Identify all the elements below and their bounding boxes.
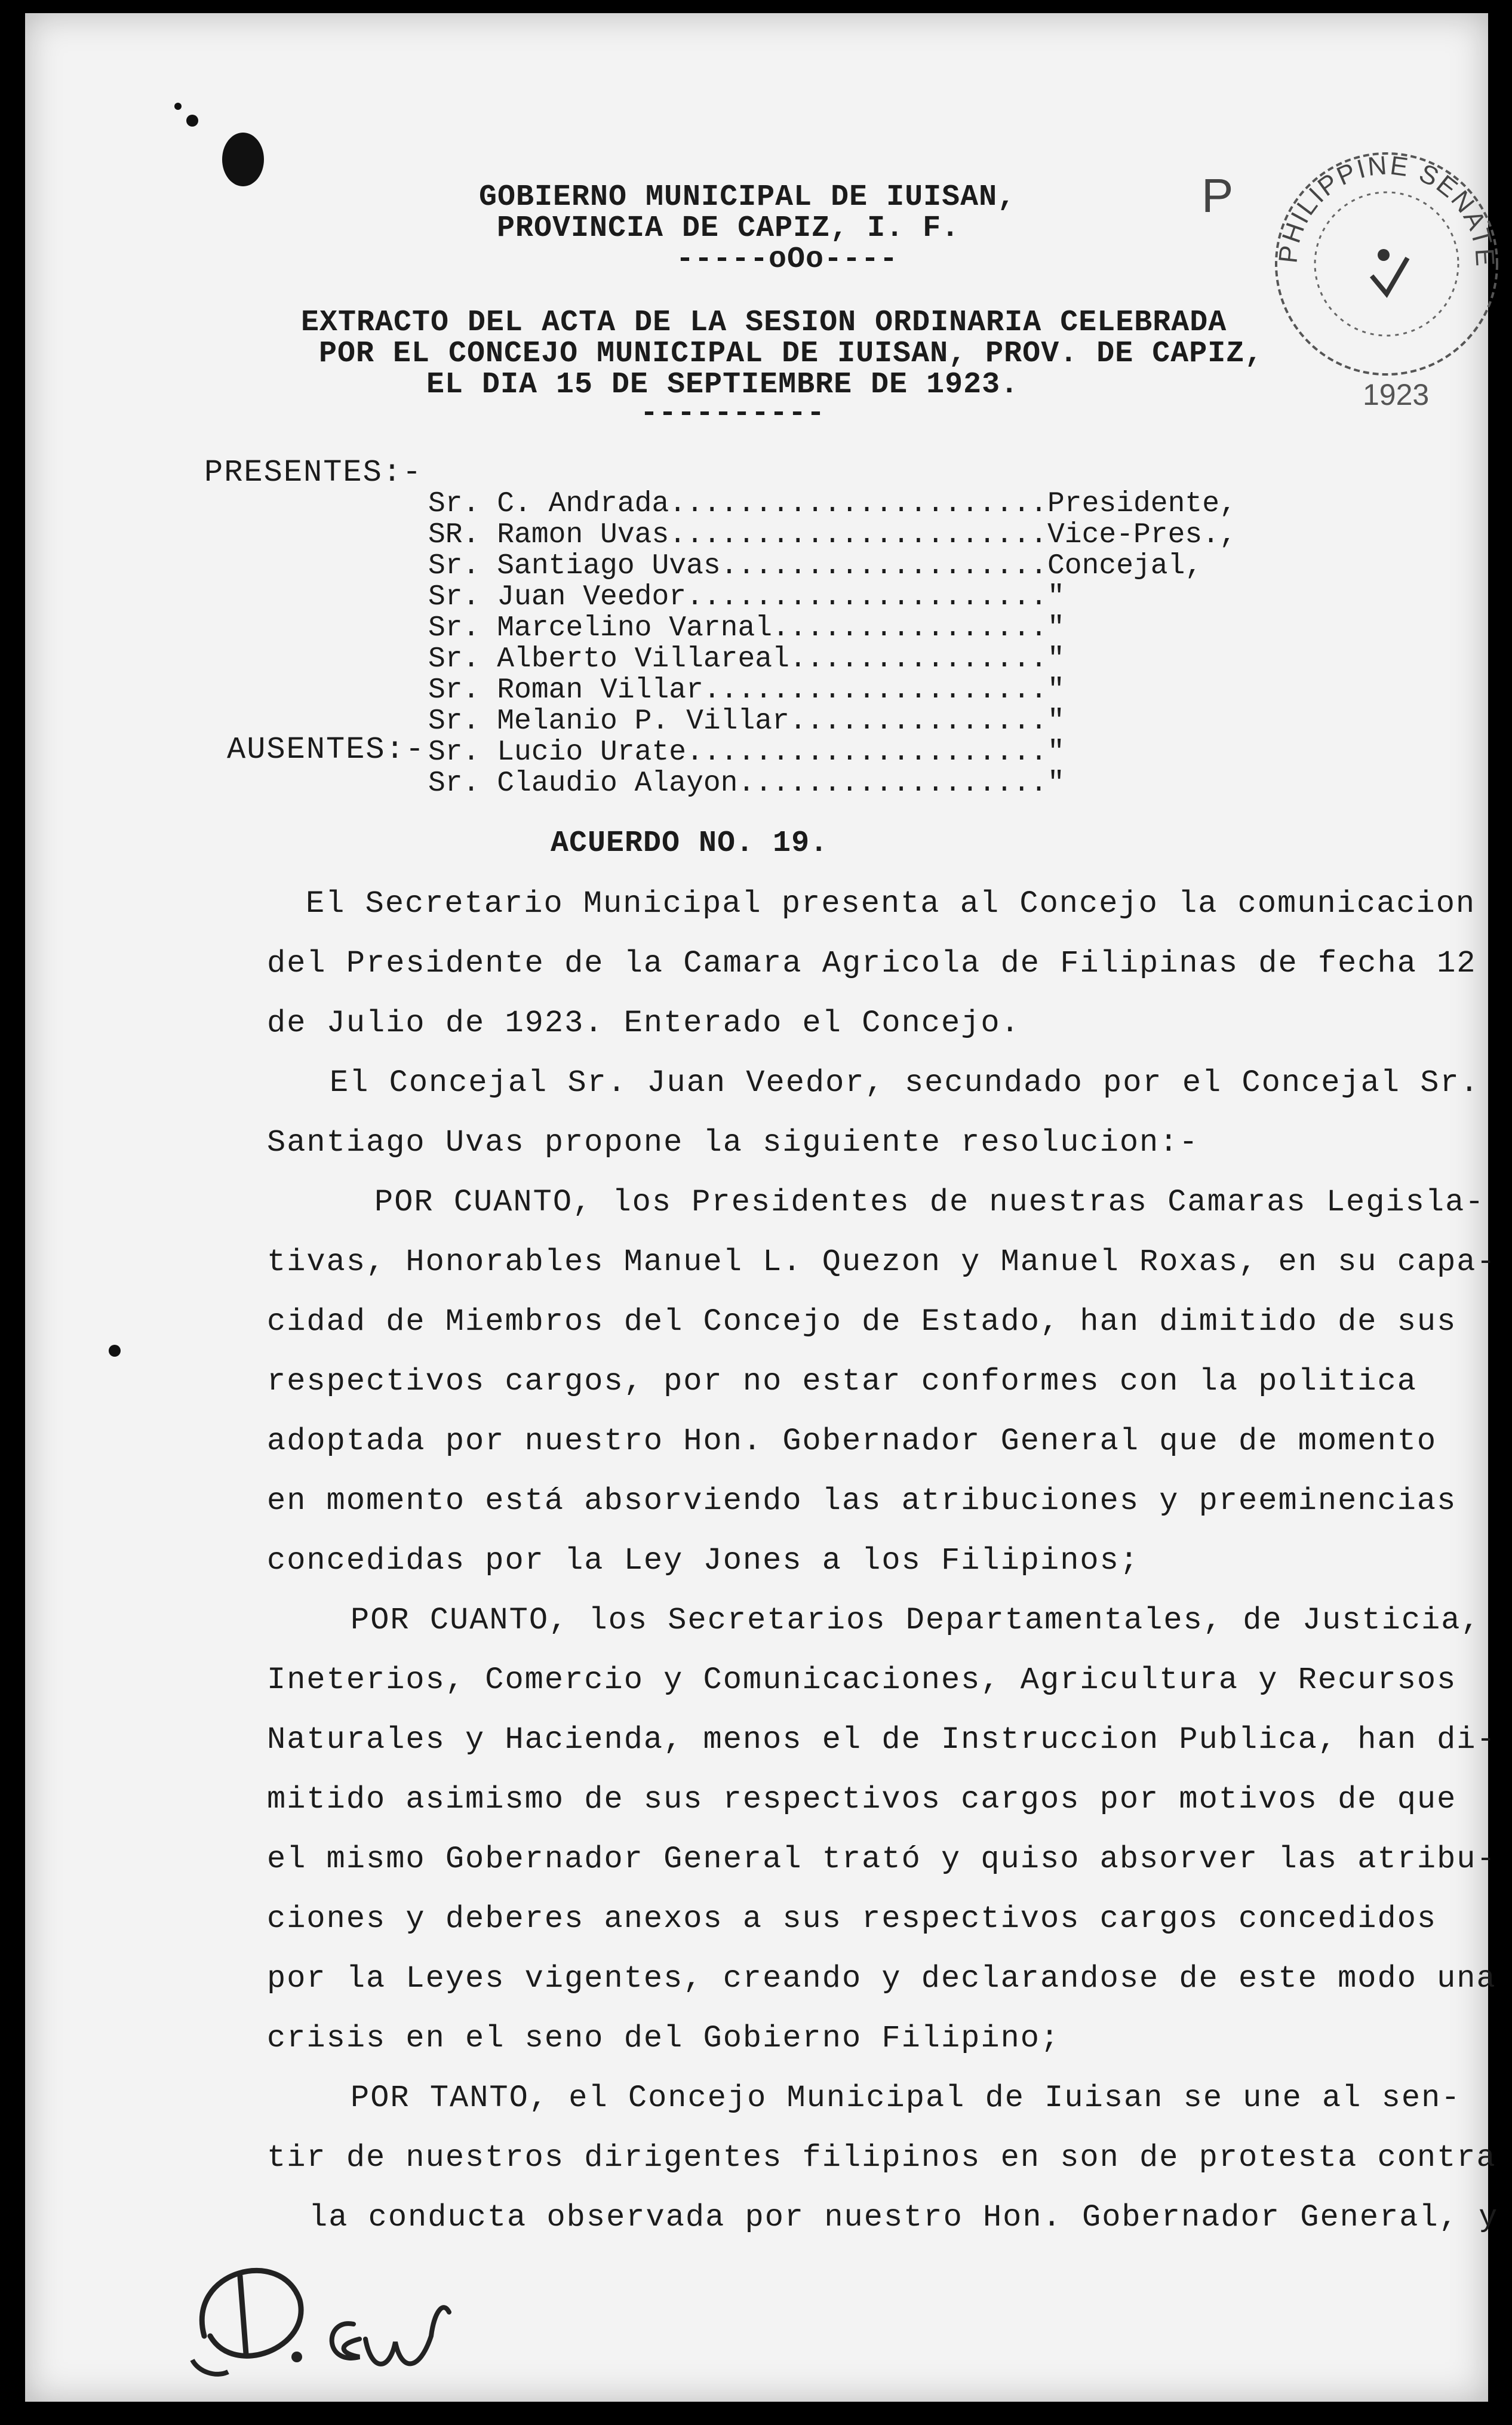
attendee-name: Sr. Melanio P. Villar............... [428,705,1047,737]
attendee-name: Sr. Roman Villar.................... [428,674,1047,706]
attendee-role: " [1047,674,1065,706]
body-line: El Secretario Municipal presenta al Concejo la comunicacion [306,886,1476,921]
document-page [25,13,1500,2402]
stamp-text: PHILIPPINE SENATE [1273,150,1500,269]
extract-title-line-1: EXTRACTO DEL ACTA DE LA SESION ORDINARIA CELEBRADA [301,306,1227,340]
attendee-row [428,488,1237,520]
body-line: respectivos cargos, por no estar conformes con la politica [267,1364,1417,1399]
attendee-role: " [1047,736,1065,769]
attendee-name: Sr. Santiago Uvas................... [428,550,1047,582]
body-line: POR CUANTO, los Presidentes de nuestras Camaras Legisla- [374,1185,1485,1220]
attendee-row [428,705,1065,737]
body-line: El Concejal Sr. Juan Veedor, secundado por el Concejal Sr. [330,1065,1480,1101]
body-line: Santiago Uvas propone la siguiente resolucion:- [267,1125,1199,1160]
municipality-header: GOBIERNO MUNICIPAL DE IUISAN, [479,180,1016,214]
attendee-name: Sr. Lucio Urate..................... [428,736,1047,769]
body-line: crisis en el seno del Gobierno Filipino; [267,2021,1061,2056]
body-line: el mismo Gobernador General trató y quiso absorver las atribu- [267,1842,1496,1877]
attendee-role: " [1047,643,1065,675]
attendee-name: Sr. Alberto Villareal............... [428,643,1047,675]
extract-title-line-2: POR EL CONCEJO MUNICIPAL DE IUISAN, PROV. DE CAPIZ, [319,337,1264,371]
ink-dot [109,1345,121,1357]
body-line: en momento está absorviendo las atribuciones y preeminencias [267,1483,1457,1519]
attendee-name: SR. Ramon Uvas...................... [428,519,1047,551]
body-line: adoptada por nuestro Hon. Gobernador General que de momento [267,1424,1437,1459]
attendee-row [428,612,1065,644]
marginal-mark: P [1201,169,1234,222]
ink-dot [186,115,198,127]
attendee-name: Sr. Marcelino Varnal................ [428,612,1047,644]
title-rule: ---------- [640,397,826,431]
attendee-role: " [1047,767,1065,800]
absent-label: AUSENTES:- [227,732,426,767]
body-line: tivas, Honorables Manuel L. Quezon y Manuel Roxas, en su capa- [267,1244,1496,1280]
attendee-role: Presidente, [1047,488,1237,520]
body-line: Naturales y Hacienda, menos el de Instruccion Publica, han di- [267,1722,1496,1757]
attendee-role: " [1047,705,1065,737]
body-line: mitido asimismo de sus respectivos cargos por motivos de que [267,1782,1457,1817]
attendee-row [428,767,1065,800]
attendee-role: Concejal, [1047,550,1203,582]
body-line: POR TANTO, el Concejo Municipal de Iuisan se une al sen- [351,2080,1461,2116]
body-line: de Julio de 1923. Enterado el Concejo. [267,1006,1021,1041]
body-line: ciones y deberes anexos a sus respectivos cargos concedidos [267,1901,1437,1937]
attendee-row [428,550,1202,582]
body-line: concedidas por la Ley Jones a los Filipinos; [267,1543,1140,1578]
stamp-year: 1923 [1363,378,1430,411]
attendee-row [428,736,1065,769]
ink-blot [222,133,264,186]
present-label: PRESENTES:- [204,455,423,490]
attendee-role: Vice-Pres., [1047,519,1237,551]
extract-title-line-3: EL DIA 15 DE SEPTIEMBRE DE 1923. [426,368,1019,402]
header-separator: -----oOo---- [676,242,899,276]
acuerdo-heading: ACUERDO NO. 19. [551,826,829,860]
attendee-row [428,643,1065,675]
body-line: la conducta observada por nuestro Hon. Gobernador General, y [309,2200,1499,2235]
body-line: tir de nuestros dirigentes filipinos en son de protesta contra [267,2140,1496,2175]
attendee-name: Sr. Juan Veedor..................... [428,581,1047,613]
attendee-row [428,519,1237,551]
handwritten-signature [162,2235,521,2402]
body-line: del Presidente de la Camara Agricola de Filipinas de fecha 12 [267,946,1477,981]
body-line: cidad de Miembros del Concejo de Estado, han dimitido de sus [267,1304,1457,1339]
ink-dot [174,103,182,110]
attendee-name: Sr. Claudio Alayon.................. [428,767,1047,800]
attendee-row [428,581,1065,613]
attendee-name: Sr. C. Andrada...................... [428,488,1047,520]
senate-stamp [1261,139,1512,411]
body-line: por la Leyes vigentes, creando y declarandose de este modo una [267,1961,1496,1996]
attendee-role: " [1047,581,1065,613]
body-line: POR CUANTO, los Secretarios Departamentales, de Justicia, [351,1603,1481,1638]
body-line: Ineterios, Comercio y Comunicaciones, Agricultura y Recursos [267,1662,1457,1698]
attendee-role: " [1047,612,1065,644]
province-header: PROVINCIA DE CAPIZ, I. F. [497,211,960,245]
stamp-seal-icon [1261,139,1512,389]
attendee-row [428,674,1065,706]
